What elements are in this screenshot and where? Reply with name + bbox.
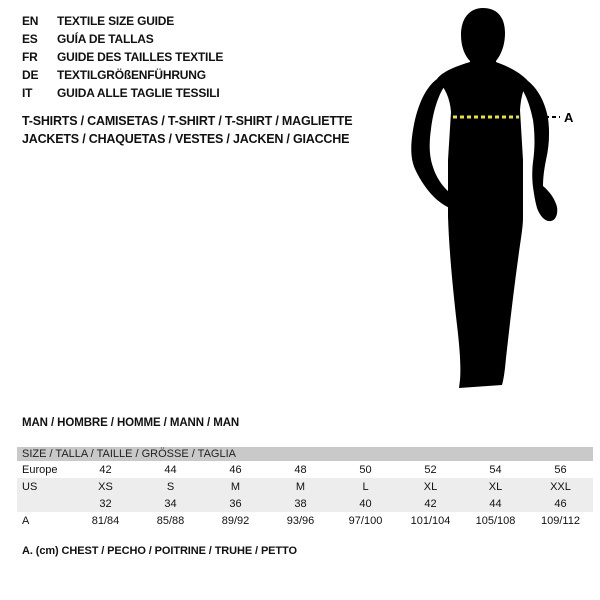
- cell: 105/108: [475, 514, 516, 527]
- cell: XXL: [550, 480, 571, 493]
- cell: 44: [164, 463, 177, 476]
- cell: 34: [164, 497, 177, 510]
- language-label: TEXTILGRÖßENFÜHRUNG: [57, 68, 206, 82]
- category-line-jackets: JACKETS / CHAQUETAS / VESTES / JACKEN / GIACCHE: [22, 132, 350, 146]
- language-row-de: [22, 66, 223, 84]
- silhouette-head: [461, 8, 505, 70]
- row-label: Europe: [22, 463, 58, 476]
- table-row-uk-numeric: [17, 495, 593, 512]
- cell: 93/96: [286, 514, 315, 527]
- language-row-en: [22, 12, 223, 30]
- cell: 85/88: [156, 514, 185, 527]
- cell: 38: [294, 497, 307, 510]
- section-title-man: MAN / HOMBRE / HOMME / MANN / MAN: [22, 417, 240, 429]
- measurement-footnote: A. (cm) CHEST / PECHO / POITRINE / TRUHE / PETTO: [22, 545, 297, 557]
- table-row-europe: [17, 461, 593, 478]
- size-table: [17, 447, 593, 529]
- cell: M: [295, 480, 306, 493]
- language-label: TEXTILE SIZE GUIDE: [57, 14, 175, 28]
- cell: 40: [359, 497, 372, 510]
- language-code: DE: [22, 68, 39, 82]
- cell: 44: [489, 497, 502, 510]
- cell: 48: [294, 463, 307, 476]
- row-label: A: [22, 514, 30, 527]
- category-line-tshirts: T-SHIRTS / CAMISETAS / T-SHIRT / T-SHIRT / MAGLIETTE: [22, 114, 353, 128]
- cell: 50: [359, 463, 372, 476]
- cell: L: [362, 480, 369, 493]
- cell: 36: [229, 497, 242, 510]
- cell: 89/92: [221, 514, 250, 527]
- language-row-it: [22, 84, 223, 102]
- language-code: ES: [22, 32, 38, 46]
- language-row-fr: [22, 48, 223, 66]
- cell: XL: [423, 480, 438, 493]
- cell: XS: [98, 480, 113, 493]
- cell: 46: [229, 463, 242, 476]
- table-row-us: [17, 478, 593, 495]
- cell: 42: [99, 463, 112, 476]
- row-label: US: [22, 480, 38, 493]
- cell: 42: [424, 497, 437, 510]
- table-row-chest-cm: [17, 512, 593, 529]
- cell: 52: [424, 463, 437, 476]
- cell: 54: [489, 463, 502, 476]
- garment-categories: [22, 112, 352, 148]
- language-row-es: [22, 30, 223, 48]
- measure-label-a: A: [564, 110, 574, 125]
- size-table-header: SIZE / TALLA / TAILLE / GRÖSSE / TAGLIA: [17, 447, 593, 461]
- cell: 46: [554, 497, 567, 510]
- language-label: GUIDA ALLE TAGLIE TESSILI: [57, 86, 220, 100]
- cell: 32: [99, 497, 112, 510]
- language-label: GUÍA DE TALLAS: [57, 32, 154, 46]
- cell: 109/112: [541, 514, 580, 527]
- language-label: GUIDE DES TAILLES TEXTILE: [57, 50, 224, 64]
- silhouette-legs: [448, 216, 523, 388]
- cell: 81/84: [91, 514, 120, 527]
- cell: 101/104: [410, 514, 451, 527]
- silhouette-right-arm: [519, 81, 557, 221]
- cell: 97/100: [348, 514, 383, 527]
- cell: XL: [488, 480, 503, 493]
- cell: M: [230, 480, 241, 493]
- cell: S: [166, 480, 175, 493]
- man-figure: [395, 0, 580, 395]
- language-code: FR: [22, 50, 38, 64]
- man-silhouette-svg: [395, 0, 580, 395]
- language-list: [22, 12, 223, 102]
- language-code: IT: [22, 86, 33, 100]
- language-code: EN: [22, 14, 39, 28]
- cell: 56: [554, 463, 567, 476]
